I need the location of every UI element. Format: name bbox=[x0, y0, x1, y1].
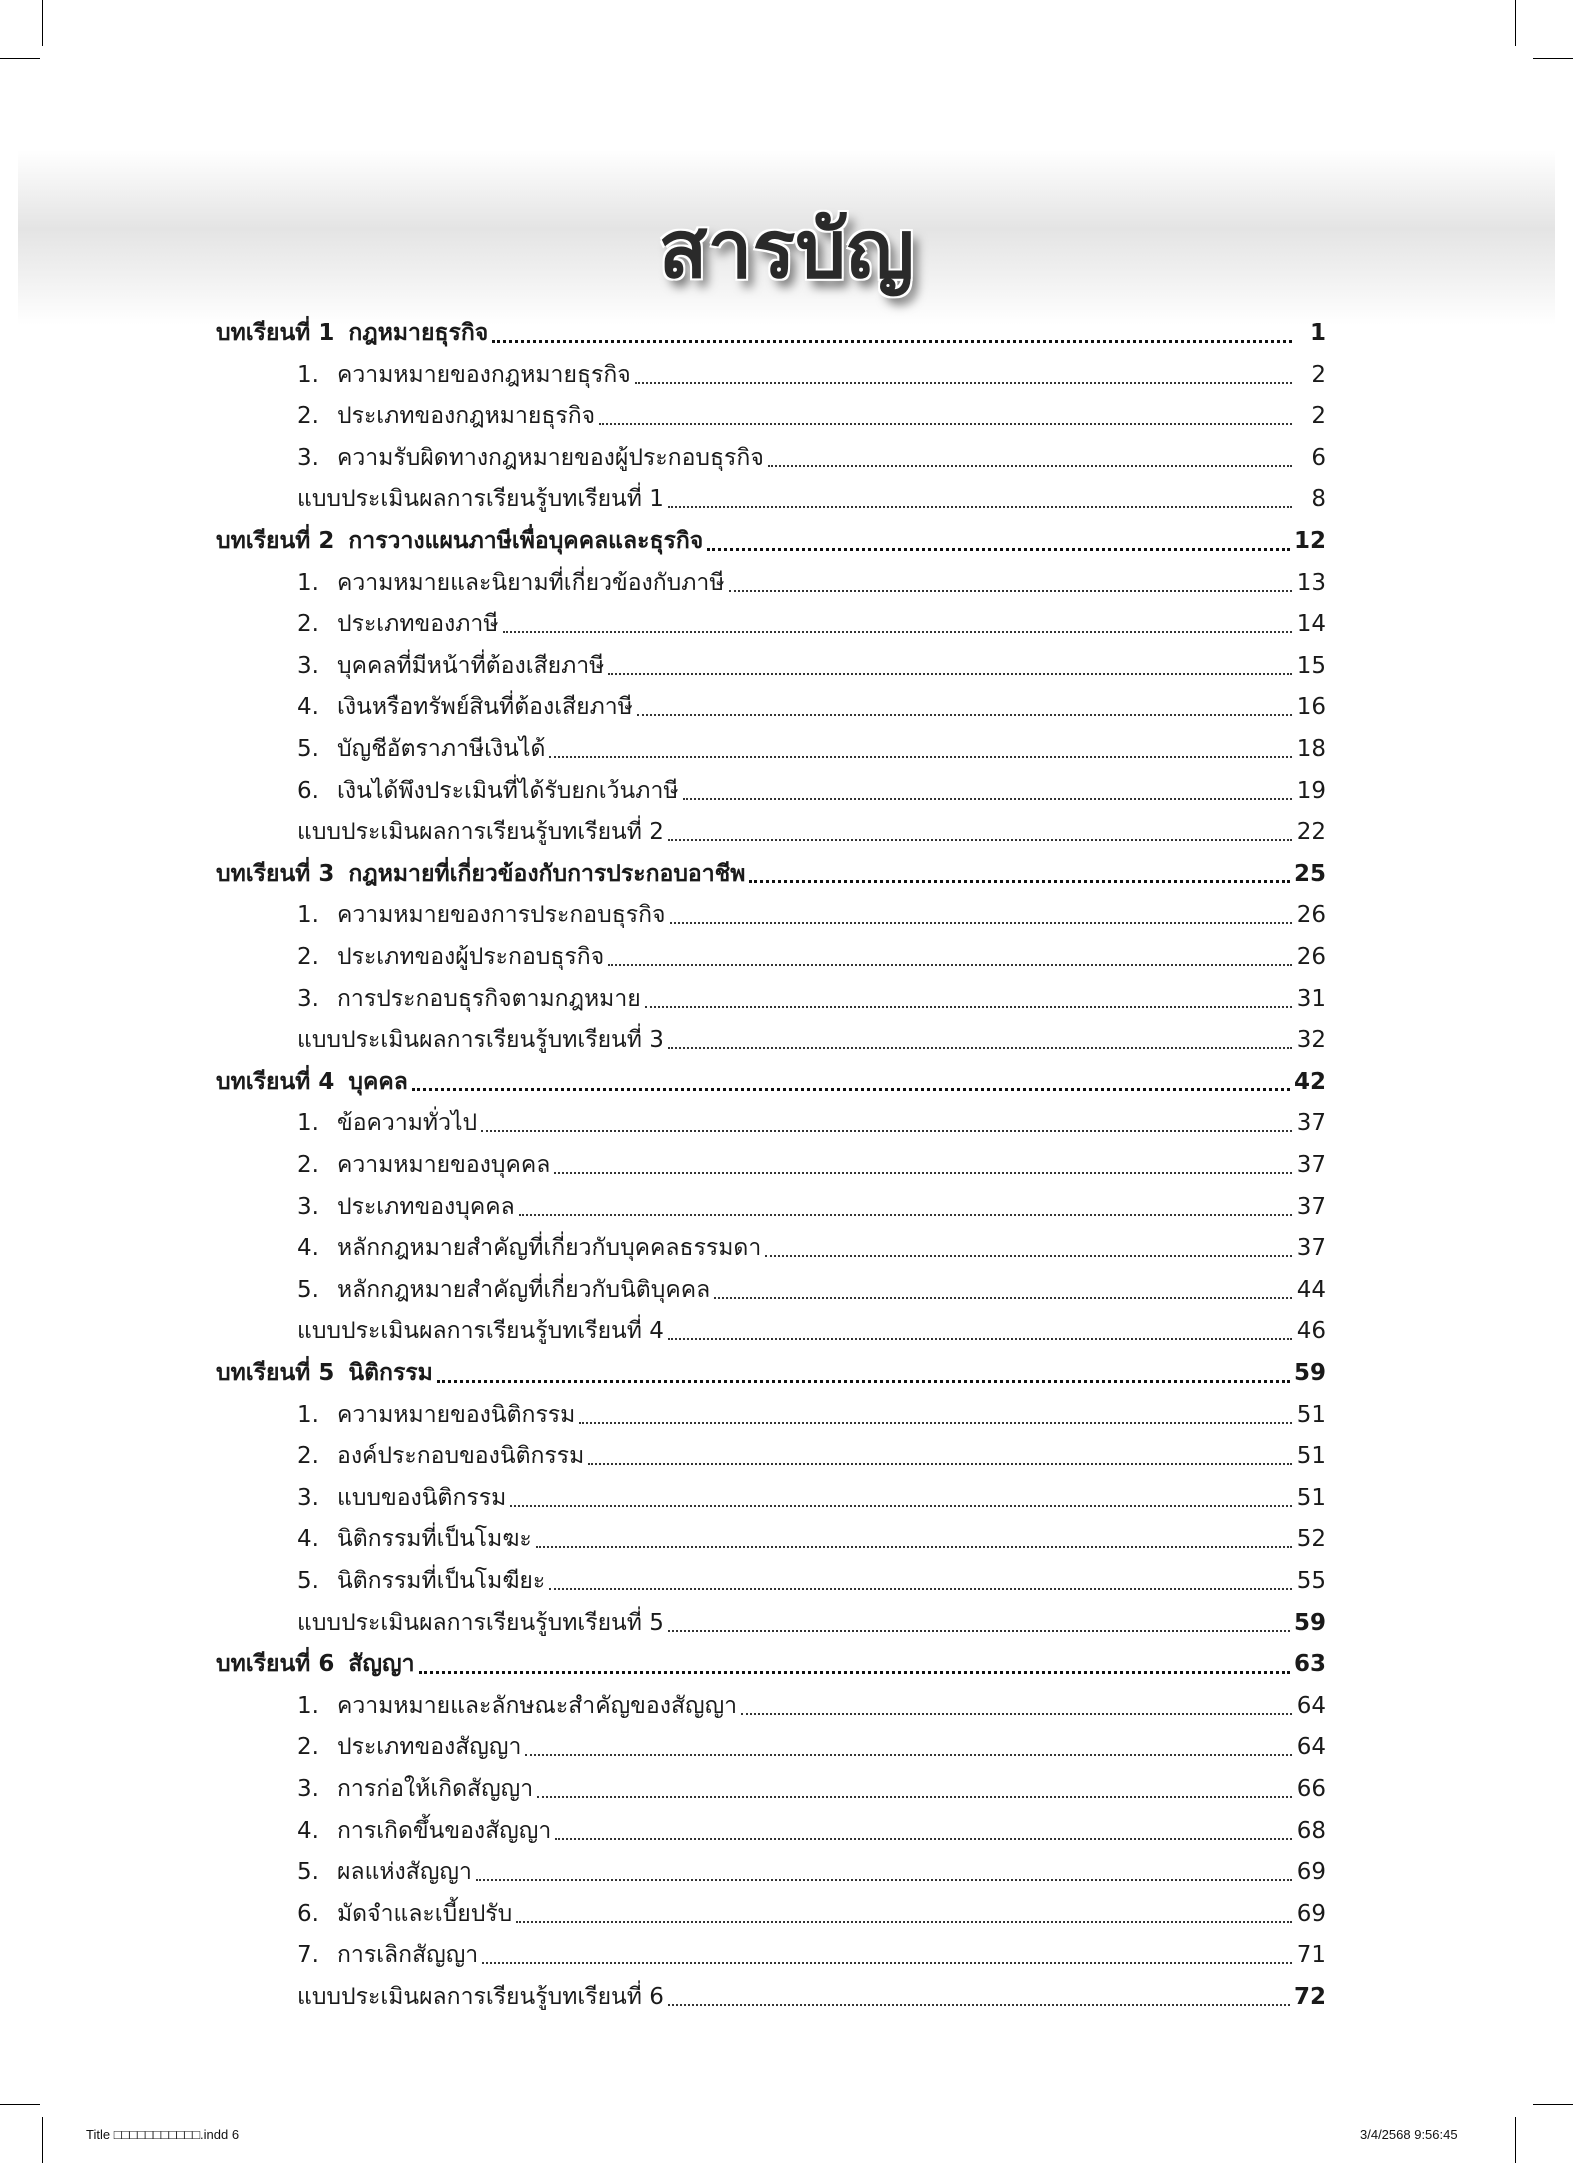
toc-page-number: 69 bbox=[1296, 1859, 1326, 1886]
toc-entry-number: 3. bbox=[297, 1776, 319, 1802]
toc-entry-label: การเลิกสัญญา bbox=[337, 1942, 479, 1969]
crop-mark bbox=[1515, 0, 1516, 46]
toc-item-row bbox=[297, 1103, 1326, 1143]
toc-entry-label: การวางแผนภาษีเพื่อบุคคลและธุรกิจ bbox=[348, 528, 704, 554]
toc-assessment-row bbox=[297, 1977, 1326, 2017]
toc-page-number: 26 bbox=[1296, 944, 1326, 970]
toc-item-row bbox=[297, 1686, 1326, 1726]
toc-entry-label: มัดจำและเบี้ยปรับ bbox=[337, 1900, 513, 1927]
dot-leader bbox=[765, 1255, 1292, 1257]
dot-leader bbox=[768, 465, 1292, 467]
toc-entry-label: หลักกฎหมายสำคัญที่เกี่ยวกับบุคคลธรรมดา bbox=[337, 1235, 762, 1262]
toc-item-row bbox=[297, 979, 1326, 1019]
toc-entry-label: ความหมายของการประกอบธุรกิจ bbox=[337, 902, 666, 929]
toc-page-number: 46 bbox=[1296, 1318, 1326, 1345]
toc-page-number: 66 bbox=[1296, 1776, 1326, 1802]
toc-page-number: 12 bbox=[1293, 528, 1326, 554]
toc-entry-label: การเกิดขึ้นของสัญญา bbox=[337, 1817, 552, 1844]
toc-item-row bbox=[297, 1145, 1326, 1185]
toc-page-number: 59 bbox=[1293, 1609, 1326, 1636]
toc-page-number: 44 bbox=[1296, 1276, 1326, 1303]
toc-entry-label: บุคคลที่มีหน้าที่ต้องเสียภาษี bbox=[337, 652, 605, 679]
toc-entry-number: 4. bbox=[297, 1235, 319, 1262]
dot-leader bbox=[510, 1505, 1292, 1507]
toc-entry-label: นิติกรรมที่เป็นโมฆะ bbox=[337, 1526, 532, 1553]
toc-entry-label: ความหมายของบุคคล bbox=[337, 1152, 551, 1178]
toc-page-number: 26 bbox=[1296, 902, 1326, 929]
toc-entry-number: 5. bbox=[297, 1276, 319, 1303]
toc-item-row bbox=[297, 1561, 1326, 1601]
toc-entry-number: 2. bbox=[297, 1443, 319, 1470]
toc-entry-number: 1. bbox=[297, 1692, 319, 1719]
toc-item-row bbox=[297, 1894, 1326, 1934]
toc-chapter-row bbox=[216, 313, 1326, 353]
toc-page-number: 52 bbox=[1296, 1526, 1326, 1553]
dot-leader bbox=[412, 1088, 1290, 1091]
toc-page-number: 19 bbox=[1296, 777, 1326, 804]
dot-leader bbox=[668, 839, 1292, 841]
toc-entry-number: 2. bbox=[297, 611, 319, 638]
toc-entry-number: 3. bbox=[297, 1484, 319, 1511]
dot-leader bbox=[519, 1214, 1292, 1216]
toc-assessment-row bbox=[297, 1311, 1326, 1351]
toc-entry-number: 5. bbox=[297, 736, 319, 762]
dot-leader bbox=[588, 1463, 1292, 1465]
dot-leader bbox=[608, 673, 1292, 675]
toc-chapter-row bbox=[216, 521, 1326, 561]
toc-entry-label: ประเภทของกฎหมายธุรกิจ bbox=[337, 403, 596, 430]
toc-page-number: 51 bbox=[1296, 1401, 1326, 1428]
crop-mark bbox=[0, 58, 40, 59]
dot-leader bbox=[525, 1754, 1292, 1756]
toc-item-row bbox=[297, 396, 1326, 436]
footer-file-name: Title □□□□□□□□□□□.indd 6 bbox=[86, 2127, 240, 2142]
dot-leader bbox=[503, 631, 1293, 633]
toc-entry-label: ประเภทของภาษี bbox=[337, 611, 499, 638]
toc-entry-label: ความหมายของนิติกรรม bbox=[337, 1401, 576, 1428]
toc-page-number: 37 bbox=[1296, 1235, 1326, 1262]
toc-entry-label: ความหมายและลักษณะสำคัญของสัญญา bbox=[337, 1692, 738, 1719]
toc-entry-label: การประกอบธุรกิจตามกฎหมาย bbox=[337, 985, 641, 1012]
toc-chapter-row bbox=[216, 854, 1326, 894]
toc-entry-label: กฎหมายที่เกี่ยวข้องกับการประกอบอาชีพ bbox=[348, 860, 746, 887]
toc-page-number: 1 bbox=[1309, 320, 1326, 346]
toc-item-row bbox=[297, 1811, 1326, 1851]
crop-mark bbox=[1515, 2117, 1516, 2163]
page-title: สารบัญ bbox=[658, 203, 915, 296]
toc-entry-label: ประเภทของบุคคล bbox=[337, 1193, 515, 1220]
dot-leader bbox=[579, 1422, 1292, 1424]
toc-page-number: 6 bbox=[1311, 444, 1326, 471]
toc-entry-number: 4. bbox=[297, 694, 319, 721]
crop-mark bbox=[0, 2104, 40, 2105]
toc-page-number: 22 bbox=[1296, 819, 1326, 846]
toc-item-row bbox=[297, 438, 1326, 478]
toc-page-number: 63 bbox=[1293, 1651, 1326, 1678]
dot-leader bbox=[741, 1713, 1292, 1715]
toc-entry-number: 2. bbox=[297, 403, 319, 430]
toc-entry-number: 4. bbox=[297, 1817, 319, 1844]
toc-page-number: 69 bbox=[1296, 1900, 1326, 1927]
toc-entry-label: กฎหมายธุรกิจ bbox=[348, 320, 489, 346]
toc-entry-label: นิติกรรม bbox=[348, 1360, 433, 1386]
toc-item-row bbox=[297, 1228, 1326, 1268]
dot-leader bbox=[419, 1671, 1290, 1674]
toc-chapter-row bbox=[216, 1644, 1326, 1684]
dot-leader bbox=[668, 2004, 1290, 2006]
toc-entry-number: 1. bbox=[297, 1401, 319, 1428]
toc-entry-label: แบบประเมินผลการเรียนรู้บทเรียนที่ 4 bbox=[297, 1318, 664, 1345]
toc-entry-label: ความรับผิดทางกฎหมายของผู้ประกอบธุรกิจ bbox=[337, 444, 764, 471]
toc-page-number: 25 bbox=[1293, 860, 1326, 887]
toc-item-row bbox=[297, 1270, 1326, 1310]
toc-entry-label: แบบประเมินผลการเรียนรู้บทเรียนที่ 3 bbox=[297, 1027, 664, 1054]
toc-entry-label: ประเภทของสัญญา bbox=[337, 1734, 522, 1761]
toc-item-row bbox=[297, 729, 1326, 769]
toc-entry-number: 4. bbox=[297, 1526, 319, 1553]
toc-entry-label: ผลแห่งสัญญา bbox=[337, 1859, 472, 1886]
toc-entry-label: แบบประเมินผลการเรียนรู้บทเรียนที่ 1 bbox=[297, 486, 664, 513]
toc-item-row bbox=[297, 1436, 1326, 1476]
toc-item-row bbox=[297, 1519, 1326, 1559]
dot-leader bbox=[645, 1006, 1292, 1008]
dot-leader bbox=[599, 423, 1292, 425]
dot-leader bbox=[437, 1380, 1290, 1383]
toc-entry-label: องค์ประกอบของนิติกรรม bbox=[337, 1443, 585, 1470]
toc-entry-label: การก่อให้เกิดสัญญา bbox=[337, 1776, 534, 1802]
toc-page-number: 64 bbox=[1296, 1734, 1326, 1761]
toc-entry-number: 5. bbox=[297, 1859, 319, 1886]
dot-leader bbox=[516, 1921, 1292, 1923]
toc-entry-number: บทเรียนที่ 3 bbox=[216, 860, 335, 887]
toc-assessment-row bbox=[297, 812, 1326, 852]
toc-page-number: 37 bbox=[1296, 1110, 1326, 1137]
dot-leader bbox=[476, 1879, 1292, 1881]
toc-entry-number: 2. bbox=[297, 944, 319, 970]
toc-entry-number: 5. bbox=[297, 1568, 319, 1594]
dot-leader bbox=[668, 1630, 1290, 1632]
toc-page-number: 31 bbox=[1296, 985, 1326, 1012]
dot-leader bbox=[482, 1962, 1292, 1964]
dot-leader bbox=[729, 590, 1292, 592]
toc-page-number: 68 bbox=[1296, 1817, 1326, 1844]
toc-item-row bbox=[297, 771, 1326, 811]
toc-item-row bbox=[297, 355, 1326, 395]
toc-entry-label: เงินหรือทรัพย์สินที่ต้องเสียภาษี bbox=[337, 694, 633, 721]
toc-item-row bbox=[297, 563, 1326, 603]
footer-timestamp: 3/4/2568 9:56:45 bbox=[1360, 2127, 1458, 2142]
toc-entry-label: ความหมายและนิยามที่เกี่ยวข้องกับภาษี bbox=[337, 569, 725, 596]
toc-entry-number: 7. bbox=[297, 1942, 319, 1969]
dot-leader bbox=[492, 340, 1292, 343]
toc-entry-label: แบบประเมินผลการเรียนรู้บทเรียนที่ 2 bbox=[297, 819, 664, 846]
toc-page-number: 51 bbox=[1296, 1443, 1326, 1470]
dot-leader bbox=[536, 1546, 1292, 1548]
toc-assessment-row bbox=[297, 1603, 1326, 1643]
toc-page-number: 71 bbox=[1296, 1942, 1326, 1969]
toc-chapter-row bbox=[216, 1062, 1326, 1102]
toc-entry-label: นิติกรรมที่เป็นโมฆียะ bbox=[337, 1568, 546, 1594]
toc-entry-label: สัญญา bbox=[348, 1651, 415, 1678]
toc-entry-number: บทเรียนที่ 4 bbox=[216, 1068, 335, 1095]
toc-page-number: 64 bbox=[1296, 1692, 1326, 1719]
toc-entry-number: 3. bbox=[297, 444, 319, 471]
toc-entry-number: บทเรียนที่ 6 bbox=[216, 1651, 335, 1678]
toc-entry-label: หลักกฎหมายสำคัญที่เกี่ยวกับนิติบุคคล bbox=[337, 1276, 711, 1303]
toc-entry-number: 6. bbox=[297, 1900, 319, 1927]
toc-page-number: 2 bbox=[1311, 361, 1326, 388]
dot-leader bbox=[668, 1047, 1292, 1049]
toc-page-number: 55 bbox=[1296, 1568, 1326, 1594]
toc-item-row bbox=[297, 1935, 1326, 1975]
crop-mark bbox=[1533, 58, 1573, 59]
toc-item-row bbox=[297, 937, 1326, 977]
crop-mark bbox=[42, 0, 43, 46]
dot-leader bbox=[635, 382, 1292, 384]
dot-leader bbox=[555, 1838, 1292, 1840]
dot-leader bbox=[637, 714, 1292, 716]
toc-entry-number: บทเรียนที่ 5 bbox=[216, 1360, 335, 1386]
toc-page-number: 8 bbox=[1311, 486, 1326, 513]
toc-entry-number: 3. bbox=[297, 1193, 319, 1220]
toc-item-row bbox=[297, 1478, 1326, 1518]
toc-entry-number: 1. bbox=[297, 361, 319, 388]
toc-entry-label: บุคคล bbox=[348, 1068, 408, 1095]
toc-entry-label: แบบของนิติกรรม bbox=[337, 1484, 507, 1511]
toc-page-number: 72 bbox=[1293, 1984, 1326, 2010]
dot-leader bbox=[549, 756, 1292, 758]
toc-entry-label: แบบประเมินผลการเรียนรู้บทเรียนที่ 6 bbox=[297, 1984, 664, 2010]
toc-assessment-row bbox=[297, 1020, 1326, 1060]
toc-item-row bbox=[297, 1727, 1326, 1767]
toc-item-row bbox=[297, 1187, 1326, 1227]
toc-item-row bbox=[297, 895, 1326, 935]
toc-page-number: 37 bbox=[1296, 1152, 1326, 1178]
toc-item-row bbox=[297, 1395, 1326, 1435]
toc-entry-number: 3. bbox=[297, 985, 319, 1012]
toc-entry-label: เงินได้พึงประเมินที่ได้รับยกเว้นภาษี bbox=[337, 777, 679, 804]
toc-page-number: 42 bbox=[1293, 1068, 1326, 1095]
toc-entry-number: บทเรียนที่ 2 bbox=[216, 528, 335, 554]
toc-page-number: 14 bbox=[1296, 611, 1326, 638]
toc-entry-number: บทเรียนที่ 1 bbox=[216, 320, 335, 346]
toc-entry-number: 1. bbox=[297, 569, 319, 596]
toc-entry-number: 3. bbox=[297, 652, 319, 679]
dot-leader bbox=[668, 1338, 1292, 1340]
toc-item-row bbox=[297, 604, 1326, 644]
toc-entry-number: 6. bbox=[297, 777, 319, 804]
toc-page-number: 32 bbox=[1296, 1027, 1326, 1054]
toc-entry-label: ความหมายของกฎหมายธุรกิจ bbox=[337, 361, 631, 388]
toc-entry-label: ข้อความทั่วไป bbox=[337, 1110, 478, 1137]
toc-item-row bbox=[297, 646, 1326, 686]
dot-leader bbox=[554, 1172, 1292, 1174]
toc-page-number: 13 bbox=[1296, 569, 1326, 596]
toc-entry-number: 1. bbox=[297, 902, 319, 929]
toc-entry-number: 1. bbox=[297, 1110, 319, 1137]
dot-leader bbox=[670, 922, 1293, 924]
toc-page-number: 37 bbox=[1296, 1193, 1326, 1220]
toc-page-number: 15 bbox=[1296, 652, 1326, 679]
toc-entry-label: บัญชีอัตราภาษีเงินได้ bbox=[337, 736, 546, 762]
toc-item-row bbox=[297, 1852, 1326, 1892]
dot-leader bbox=[683, 798, 1292, 800]
toc-entry-number: 2. bbox=[297, 1734, 319, 1761]
toc-entry-label: ประเภทของผู้ประกอบธุรกิจ bbox=[337, 944, 605, 970]
dot-leader bbox=[608, 964, 1292, 966]
dot-leader bbox=[481, 1130, 1292, 1132]
toc-page-number: 51 bbox=[1296, 1484, 1326, 1511]
toc-page-number: 16 bbox=[1296, 694, 1326, 721]
toc-entry-label: แบบประเมินผลการเรียนรู้บทเรียนที่ 5 bbox=[297, 1609, 664, 1636]
toc-page-number: 18 bbox=[1296, 736, 1326, 762]
toc-entry-number: 2. bbox=[297, 1152, 319, 1178]
toc-assessment-row bbox=[297, 479, 1326, 519]
toc-chapter-row bbox=[216, 1353, 1326, 1393]
toc-page-number: 59 bbox=[1293, 1360, 1326, 1386]
dot-leader bbox=[668, 506, 1292, 508]
dot-leader bbox=[537, 1796, 1292, 1798]
crop-mark bbox=[1533, 2104, 1573, 2105]
crop-mark bbox=[42, 2117, 43, 2163]
toc-item-row bbox=[297, 1769, 1326, 1809]
dot-leader bbox=[749, 880, 1290, 883]
dot-leader bbox=[714, 1297, 1292, 1299]
toc-page-number: 2 bbox=[1311, 403, 1326, 430]
dot-leader bbox=[549, 1588, 1292, 1590]
toc-item-row bbox=[297, 687, 1326, 727]
dot-leader bbox=[707, 548, 1290, 551]
